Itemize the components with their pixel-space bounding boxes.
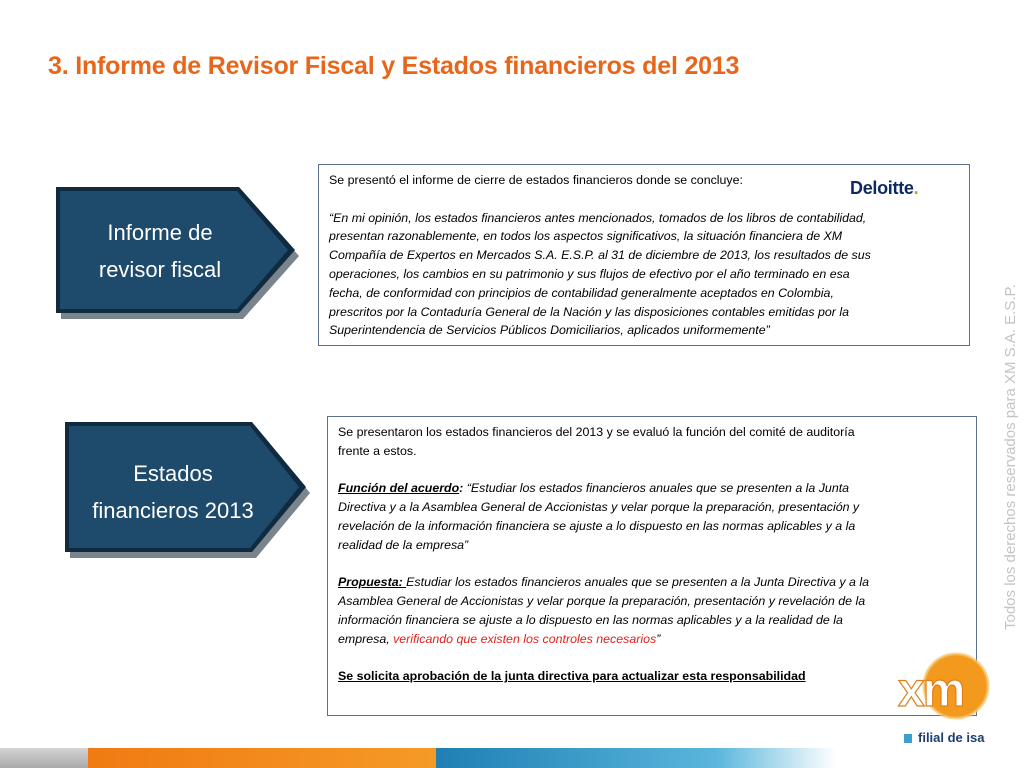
quote-line: presentan razonablemente, en todos los aspectos significativos, la situación financiera de XM	[329, 229, 843, 244]
propuesta-close-quote: ”	[656, 631, 661, 646]
xm-logo	[892, 652, 996, 735]
bottom-bar-blue	[436, 748, 836, 768]
box1-intro: Se presentó el informe de cierre de estados financieros donde se concluye:	[329, 173, 743, 187]
filial-text: filial de isa	[918, 730, 985, 745]
funcion-line: realidad de la empresa”	[338, 537, 469, 552]
arrow-label-line2: financieros 2013	[92, 498, 254, 523]
propuesta-label: Propuesta:	[338, 575, 403, 590]
quote-line: “En mi opinión, los estados financieros antes mencionados, tomados de los libros de contabilidad,	[329, 210, 867, 225]
arrow-label	[55, 214, 265, 288]
deloitte-logo	[850, 178, 918, 199]
arrow-label-line1: Estados	[133, 461, 213, 486]
xm-logo-text: xm	[898, 664, 964, 717]
box2-intro-line: frente a estos.	[338, 443, 417, 458]
arrow-label-line1: Informe de	[107, 220, 213, 245]
propuesta-line: Estudiar los estados financieros anuales que se presenten a la Junta Directiva y a la	[406, 575, 870, 590]
propuesta-line: empresa,	[338, 631, 394, 646]
quote-line: Compañía de Expertos en Mercados S.A. E.S.P. al 31 de diciembre de 2013, los resultados de sus	[329, 248, 871, 263]
box2-intro-line: Se presentaron los estados financieros del 2013 y se evaluó la función del comité de auditoría	[338, 425, 855, 439]
propuesta-line: información financiera se ajuste a lo dispuesto en las normas aplicables y a la realidad de la	[338, 612, 843, 627]
propuesta-paragraph	[338, 573, 966, 592]
propuesta-highlight: verificando que existen los controles necesarios	[393, 631, 657, 646]
estados-financieros-box	[327, 416, 977, 716]
bottom-bar-gray	[0, 748, 88, 768]
arrow-informe-revisor-fiscal	[55, 186, 305, 322]
deloitte-logo-dot: .	[913, 178, 919, 198]
xm-logo-graphic	[892, 652, 996, 730]
arrow-estados-financieros	[64, 421, 314, 561]
filial-de-isa	[904, 730, 984, 745]
deloitte-logo-text: Deloitte	[850, 178, 914, 198]
quote-line: fecha, de conformidad con principios de contabilidad generalmente aceptados en Colombia,	[329, 285, 834, 300]
quote-line: operaciones, los cambios en su patrimonio y sus flujos de efectivo por el año terminado en esa	[329, 266, 850, 281]
funcion-line: “Estudiar los estados financieros anuales que se presenten a la Junta	[466, 481, 850, 496]
propuesta-line: Asamblea General de Accionistas y velar porque la preparación, presentación y revelación de la	[338, 594, 866, 609]
funcion-colon: :	[459, 481, 464, 496]
arrow-label	[64, 455, 282, 529]
filial-square-icon	[904, 734, 912, 743]
slide-title: 3. Informe de Revisor Fiscal y Estados financieros del 2013	[48, 52, 740, 80]
bottom-bar-orange	[88, 748, 436, 768]
approval-request: Se solicita aprobación de la junta directiva para actualizar esta responsabilidad	[338, 669, 806, 684]
funcion-paragraph	[338, 479, 966, 498]
funcion-label: Función del acuerdo	[338, 481, 460, 496]
funcion-line: revelación de la información financiera se ajuste a lo dispuesto en las normas aplicables y a la	[338, 518, 856, 533]
quote-line: prescritos por la Contaduría General de la Nación y las disposiciones contables emitidas por la	[329, 304, 849, 319]
funcion-line: Directiva y a la Asamblea General de Accionistas y velar porque la preparación, presentación y	[338, 500, 860, 515]
propuesta-last-line	[338, 630, 966, 649]
rights-reserved-note: Todos los derechos reservados para XM S.A. E.S.P.	[1002, 284, 1019, 630]
arrow-label-line2: revisor fiscal	[98, 257, 222, 282]
auditor-opinion-quote	[329, 209, 959, 341]
quote-line: Superintendencia de Servicios Públicos Domiciliarios, aplicados uniformemente”	[329, 323, 770, 338]
